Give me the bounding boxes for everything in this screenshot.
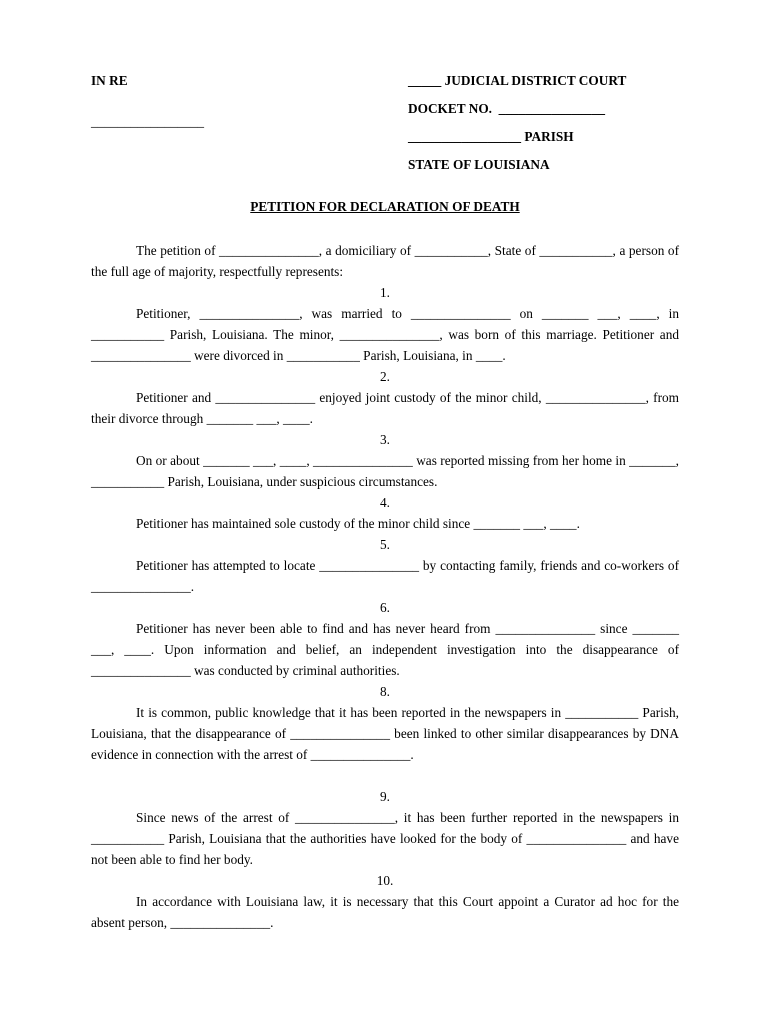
paragraph-text: In accordance with Louisiana law, it is necessary that this Court appoint a Curator ad hoc for the absent person, _______________. [91,894,679,930]
document-title: PETITION FOR DECLARATION OF DEATH [250,199,520,214]
paragraph-number: 2. [380,369,390,384]
paragraph-text: Petitioner has never been able to find and has never heard from _______________ since _______ ___, ____. Upon information and belief, an independent investigation into the disappearance of _______________ was conducted by criminal authorities. [91,621,679,678]
petition-body [91,240,679,933]
in-re-label: IN RE [91,73,128,88]
paragraph-number: 10. [376,873,394,888]
paragraph-text: Petitioner has attempted to locate _______________ by contacting family, friends and co-workers of _______________. [91,558,679,594]
paragraph-number: 3. [380,432,390,447]
court-name: _____ JUDICIAL DISTRICT COURT [408,73,627,88]
paragraph-number: 8. [380,684,390,699]
paragraph-text: It is common, public knowledge that it has been reported in the newspapers in ___________ Parish, Louisiana, that the disappearance of _______________ been linked to other similar disappearances by DNA evidence in connection with the arrest of _______________. [91,705,679,762]
parish-line: _________________ PARISH [408,129,574,144]
paragraph-text: Petitioner has maintained sole custody of the minor child since _______ ___, ____. [136,516,580,531]
intro-paragraph: The petition of _______________, a domiciliary of ___________, State of ___________, a person of the full age of majority, respectfully represents: [91,243,679,279]
state-line: STATE OF LOUISIANA [408,157,550,172]
paragraph-number: 4. [380,495,390,510]
paragraph-text: Since news of the arrest of _______________, it has been further reported in the newspapers in ___________ Parish, Louisiana that the authorities have looked for the body of _______________ and have not been able to find her body. [91,810,679,867]
in-re-blank: _________________ [91,114,205,129]
paragraph-number: 9. [380,789,390,804]
paragraph-text: Petitioner and _______________ enjoyed joint custody of the minor child, _______________, from their divorce through _______ ___, ____. [91,390,679,426]
docket-number: DOCKET NO. ________________ [408,101,606,116]
paragraph-text: On or about _______ ___, ____, _______________ was reported missing from her home in _______, ___________ Parish, Louisiana, under suspicious circumstances. [91,453,679,489]
paragraph-number: 5. [380,537,390,552]
paragraph-text: Petitioner, _______________, was married to _______________ on _______ ___, ____, in ___________ Parish, Louisiana. The minor, _______________, was born of this marriage. Petitioner and _______________ were divorced in ___________ Parish, Louisiana, in ____. [91,306,679,363]
paragraph-number: 6. [380,600,390,615]
paragraph-number: 1. [380,285,390,300]
